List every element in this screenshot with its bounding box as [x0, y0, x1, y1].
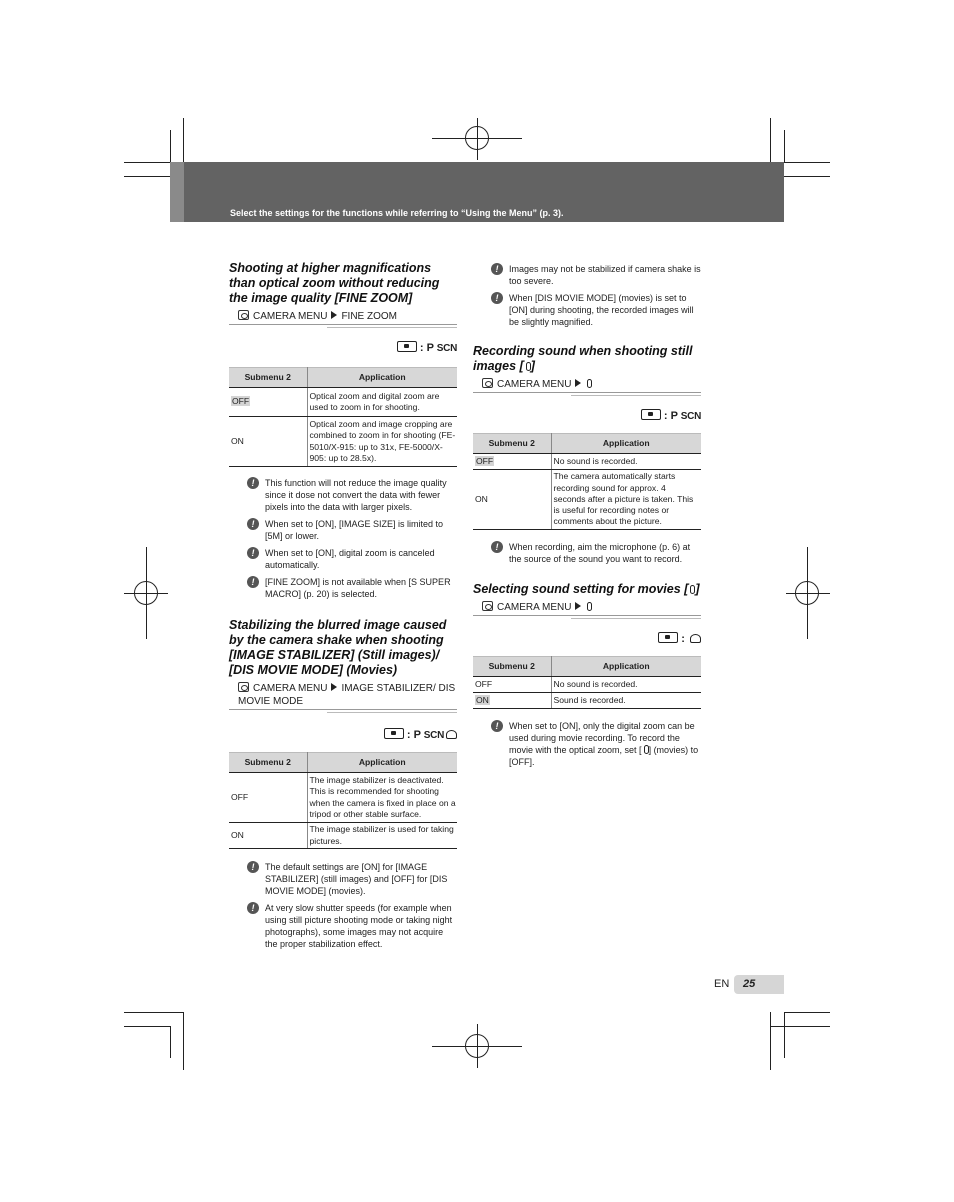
fine-zoom-section	[229, 261, 457, 600]
section-title: Selecting sound setting for movies [ ]	[473, 582, 700, 596]
notes-list	[229, 477, 457, 600]
mode-p: P	[413, 729, 421, 741]
table-header-row	[229, 368, 457, 388]
notes-list	[229, 861, 457, 950]
language-label: EN	[714, 978, 730, 990]
submenu-cell	[229, 388, 307, 417]
crop-mark	[170, 1026, 171, 1058]
crop-mark	[784, 162, 830, 163]
column-header: Submenu 2	[229, 368, 307, 388]
left-column	[229, 261, 457, 955]
settings-table	[229, 367, 457, 467]
submenu-cell: OFF	[229, 773, 307, 823]
application-cell: No sound is recorded.	[551, 677, 701, 693]
header-text: Select the settings for the functions while referring to “Using the Menu” (p. 3).	[230, 208, 564, 218]
caution-icon: !	[247, 861, 259, 873]
mode-p: P	[426, 342, 434, 354]
page-number: 25	[743, 978, 756, 990]
menu-path-root: CAMERA MENU	[497, 379, 572, 390]
crop-mark	[183, 1012, 184, 1070]
menu-path-root: CAMERA MENU	[253, 311, 328, 322]
registration-circle	[465, 126, 489, 150]
table-header-row	[229, 753, 457, 773]
column-header: Submenu 2	[229, 753, 307, 773]
crop-mark	[124, 1012, 183, 1013]
submenu-cell: ON	[473, 470, 551, 530]
table-row	[229, 773, 457, 823]
section-title: Stabilizing the blurred image caused by the camera shake when shooting [IMAGE STABILIZER] (Still images)/ [DIS MOVIE MODE] (Movies)	[229, 618, 447, 677]
table-row	[229, 417, 457, 467]
submenu-cell: ON	[229, 823, 307, 849]
table-row	[473, 693, 701, 709]
submenu-cell: ON	[229, 417, 307, 467]
note-item: ! [FINE ZOOM] is not available when [S SUPER MACRO] (p. 20) is selected.	[247, 576, 457, 600]
menu-path-root: CAMERA MENU	[497, 602, 572, 613]
camera-menu-icon	[238, 682, 249, 692]
caution-icon: !	[491, 720, 503, 732]
section-title: Recording sound when shooting still images [ ]	[473, 344, 693, 373]
menu-path-item: FINE ZOOM	[341, 311, 398, 322]
application-cell: The camera automatically starts recording sound for approx. 4 seconds after a picture is taken. This is useful for recording notes or comments about the picture.	[551, 470, 701, 530]
microphone-icon	[587, 379, 592, 388]
table-row	[229, 388, 457, 417]
table-header-row	[473, 434, 701, 454]
mode-indicator: : P SCN	[473, 409, 701, 423]
application-cell: The image stabilizer is deactivated. This is recommended for shooting when the camera is fixed in place on a tripod or other stable surface.	[307, 773, 457, 823]
submenu-value: ON	[476, 694, 489, 705]
camera-mode-icon	[384, 728, 404, 739]
note-item: ! When [DIS MOVIE MODE] (movies) is set to [ON] during shooting, the recorded images will be slightly magnified.	[491, 292, 701, 328]
submenu-cell	[473, 693, 551, 709]
submenu-value: OFF	[476, 455, 494, 466]
application-cell: Optical zoom and digital zoom are used to zoom in for shooting.	[307, 388, 457, 417]
mode-p: P	[670, 410, 678, 422]
submenu-cell	[473, 454, 551, 470]
arrow-right-icon	[575, 602, 581, 610]
column-header: Application	[551, 434, 701, 454]
settings-table	[473, 433, 701, 530]
settings-table	[229, 752, 457, 849]
note-item: ! This function will not reduce the image quality since it dose not convert the data with fewer pixels into the data with larger pixels.	[247, 477, 457, 513]
crop-mark	[124, 1026, 170, 1027]
crop-mark	[124, 162, 170, 163]
menu-path	[473, 378, 701, 393]
caution-icon: !	[247, 576, 259, 588]
column-header: Submenu 2	[473, 434, 551, 454]
section-title: Shooting at higher magnifications than optical zoom without reducing the image quality [FINE ZOOM]	[229, 261, 440, 305]
arrow-right-icon	[575, 379, 581, 387]
caution-icon: !	[491, 292, 503, 304]
table-row	[473, 470, 701, 530]
registration-circle	[465, 1034, 489, 1058]
camera-mode-icon	[658, 632, 678, 643]
note-item: ! When set to [ON], digital zoom is canceled automatically.	[247, 547, 457, 571]
table-row	[473, 454, 701, 470]
movie-mode-icon	[690, 634, 701, 643]
camera-mode-icon	[641, 409, 661, 420]
crop-mark	[771, 1026, 830, 1027]
note-item: ! When set to [ON], [IMAGE SIZE] is limited to [5M] or lower.	[247, 518, 457, 542]
header-band	[170, 162, 784, 222]
sound-movie-section	[473, 582, 701, 768]
menu-path	[473, 601, 701, 616]
menu-path-item: IMAGE STABILIZER/ DIS MOVIE MODE	[238, 683, 456, 707]
header-stripe	[170, 162, 184, 222]
caution-icon: !	[247, 518, 259, 530]
caution-icon: !	[247, 547, 259, 559]
arrow-right-icon	[331, 683, 337, 691]
column-header: Application	[551, 657, 701, 677]
mode-scn: SCN	[680, 411, 701, 422]
column-header: Application	[307, 753, 457, 773]
application-cell: Optical zoom and image cropping are combined to zoom in for shooting (FE-5010/X-915: up to 31x, FE-5000/X-905: up to 28.5x).	[307, 417, 457, 467]
crop-mark	[770, 1012, 771, 1070]
sound-still-section	[473, 344, 701, 565]
caution-icon: !	[491, 263, 503, 275]
notes-list	[473, 263, 701, 328]
registration-circle	[134, 581, 158, 605]
note-item: ! The default settings are [ON] for [IMAGE STABILIZER] (still images) and [OFF] for [DIS MOVIE MODE] (movies).	[247, 861, 457, 897]
table-row	[473, 677, 701, 693]
table-header-row	[473, 657, 701, 677]
note-item: ! When recording, aim the microphone (p. 6) at the source of the sound you want to record.	[491, 541, 701, 565]
right-column	[473, 263, 701, 773]
notes-list	[473, 541, 701, 565]
camera-mode-icon	[397, 341, 417, 352]
crop-mark	[784, 1012, 785, 1058]
camera-menu-icon	[482, 601, 493, 611]
mode-indicator: : P SCN	[229, 728, 457, 742]
menu-path	[229, 310, 457, 325]
note-item: ! At very slow shutter speeds (for example when using still picture shooting mode or taking night photographs), some images may not acquire the proper stabilization effect.	[247, 902, 457, 950]
caution-icon: !	[247, 477, 259, 489]
column-header: Application	[307, 368, 457, 388]
mode-scn: SCN	[436, 343, 457, 354]
movie-mode-icon	[446, 730, 457, 739]
column-header: Submenu 2	[473, 657, 551, 677]
crop-mark	[784, 130, 785, 162]
submenu-value: OFF	[232, 396, 250, 407]
settings-table	[473, 656, 701, 709]
registration-circle	[795, 581, 819, 605]
mode-indicator: :	[473, 632, 701, 646]
caution-icon: !	[491, 541, 503, 553]
mode-scn: SCN	[423, 730, 444, 741]
crop-mark	[170, 130, 171, 162]
application-cell: Sound is recorded.	[551, 693, 701, 709]
menu-path	[229, 682, 457, 710]
mode-indicator: : P SCN	[229, 341, 457, 355]
note-item: ! Images may not be stabilized if camera shake is too severe.	[491, 263, 701, 287]
application-cell: No sound is recorded.	[551, 454, 701, 470]
submenu-cell: OFF	[473, 677, 551, 693]
caution-icon: !	[247, 902, 259, 914]
crop-mark	[784, 1012, 830, 1013]
arrow-right-icon	[331, 311, 337, 319]
menu-path-root: CAMERA MENU	[253, 683, 328, 694]
camera-menu-icon	[482, 378, 493, 388]
stabilizer-section	[229, 618, 457, 950]
page-number-tab	[734, 975, 784, 994]
application-cell: The image stabilizer is used for taking pictures.	[307, 823, 457, 849]
camera-menu-icon	[238, 310, 249, 320]
notes-list	[473, 720, 701, 768]
note-item: ! When set to [ON], only the digital zoom can be used during movie recording. To record the movie with the optical zoom, set [ ] (movies) to [OFF].	[491, 720, 701, 768]
microphone-icon	[587, 602, 592, 611]
table-row	[229, 823, 457, 849]
